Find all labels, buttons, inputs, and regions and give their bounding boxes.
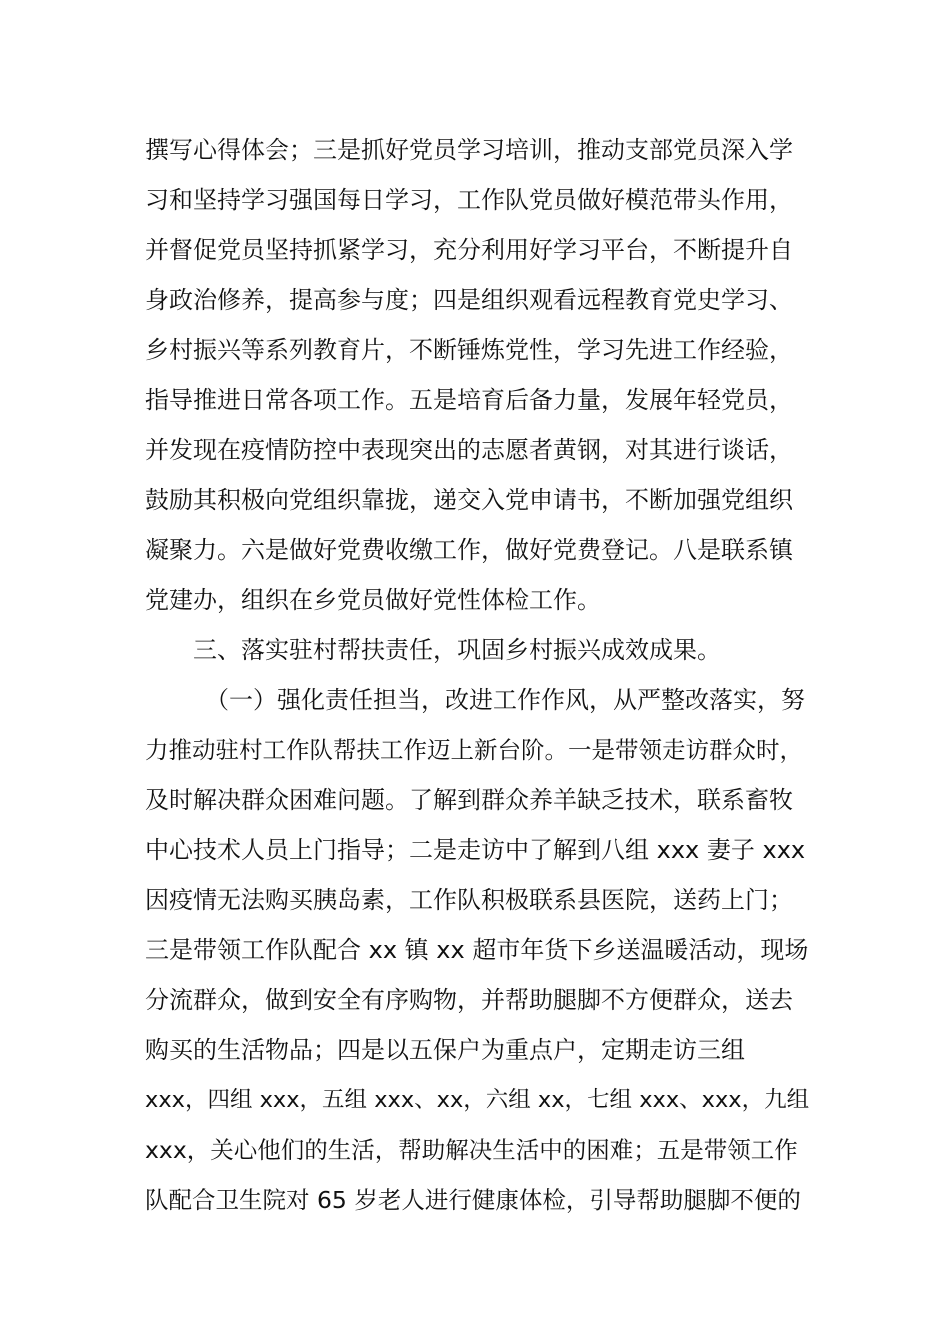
text-line-16: 因疫情无法购买胰岛素，工作队积极联系县医院，送药上门； — [145, 886, 793, 914]
text-line-13: 力推动驻村工作队帮扶工作迈上新台阶。一是带领走访群众时， — [145, 736, 803, 764]
text-line-4: 身政治修养，提高参与度；四是组织观看远程教育党史学习、 — [145, 286, 793, 314]
text-line-17: 三是带领工作队配合 xx 镇 xx 超市年货下乡送温暖活动，现场 — [145, 936, 809, 964]
text-line-14: 及时解决群众困难问题。了解到群众养羊缺乏技术，联系畜牧 — [145, 786, 793, 814]
text-line-1: 撰写心得体会；三是抓好党员学习培训，推动支部党员深入学 — [145, 136, 793, 164]
text-line-2: 习和坚持学习强国每日学习，工作队党员做好模范带头作用， — [145, 186, 793, 214]
section-heading: 三、落实驻村帮扶责任，巩固乡村振兴成效成果。 — [193, 636, 721, 664]
text-line-15: 中心技术人员上门指导；二是走访中了解到八组 xxx 妻子 xxx — [145, 836, 806, 864]
text-line-3: 并督促党员坚持抓紧学习，充分利用好学习平台，不断提升自 — [145, 236, 793, 264]
text-line-22: 队配合卫生院对 65 岁老人进行健康体检，引导帮助腿脚不便的 — [145, 1186, 801, 1214]
text-line-9: 凝聚力。六是做好党费收缴工作，做好党费登记。八是联系镇 — [145, 536, 793, 564]
text-line-7: 并发现在疫情防控中表现突出的志愿者黄钢，对其进行谈话， — [145, 436, 793, 464]
subsection-heading-line: （一）强化责任担当，改进工作作风，从严整改落实，努 — [205, 686, 805, 714]
text-line-5: 乡村振兴等系列教育片，不断锤炼党性，学习先进工作经验， — [145, 336, 793, 364]
text-line-18: 分流群众，做到安全有序购物，并帮助腿脚不方便群众，送去 — [145, 986, 793, 1014]
text-line-6: 指导推进日常各项工作。五是培育后备力量，发展年轻党员， — [145, 386, 793, 414]
text-line-20: xxx，四组 xxx，五组 xxx、xx，六组 xx，七组 xxx、xxx，九组 — [145, 1087, 810, 1113]
text-line-10: 党建办，组织在乡党员做好党性体检工作。 — [145, 586, 601, 614]
text-line-8: 鼓励其积极向党组织靠拢，递交入党申请书，不断加强党组织 — [145, 486, 793, 514]
text-line-19: 购买的生活物品；四是以五保户为重点户，定期走访三组 — [145, 1036, 745, 1064]
text-line-21: xxx，关心他们的生活，帮助解决生活中的困难；五是带领工作 — [145, 1136, 798, 1164]
